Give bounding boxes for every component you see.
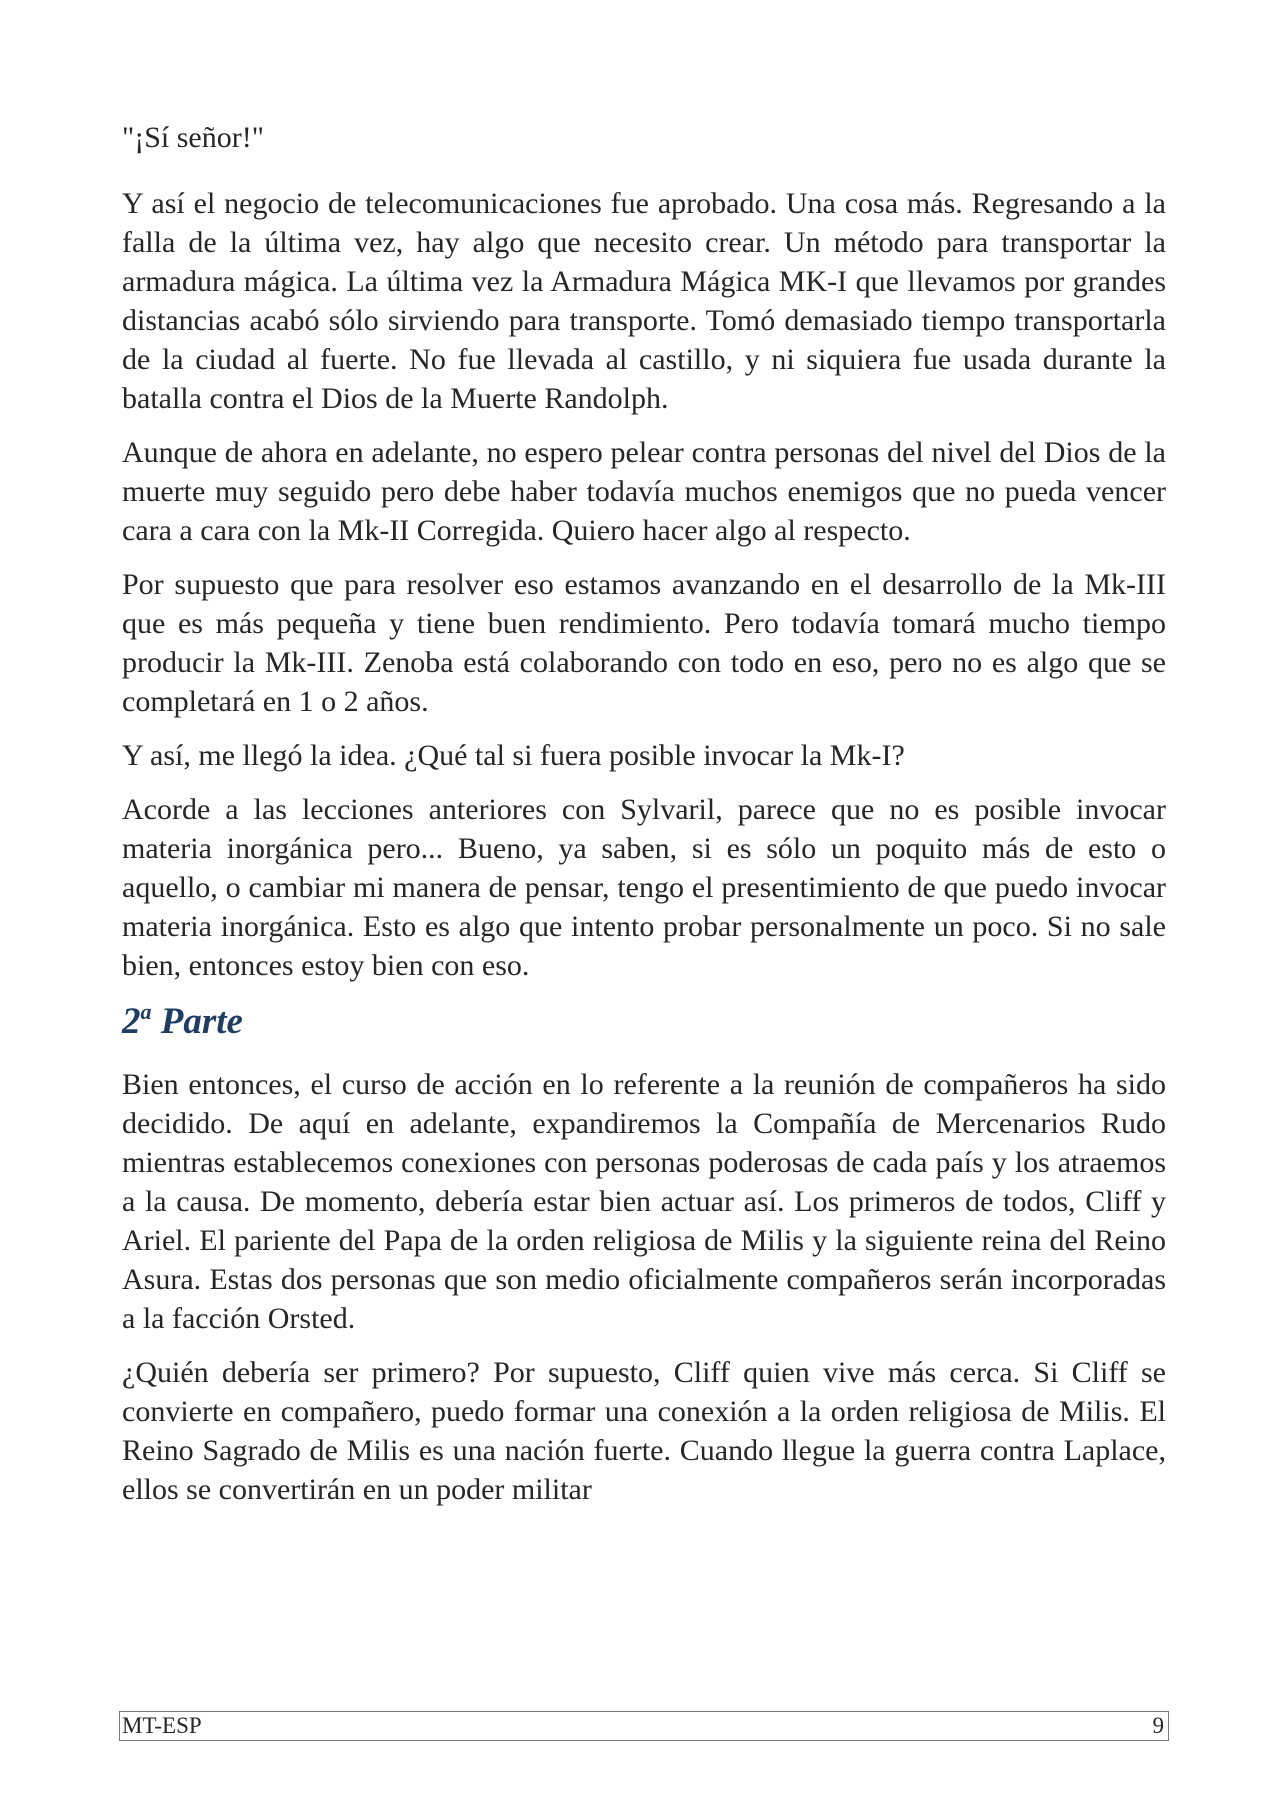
paragraph: Por supuesto que para resolver eso estamos avanzando en el desarrollo de la Mk-III que es más pequeña y tiene buen rendimiento. Pero todavía tomará mucho tiempo producir la Mk-III. Zenoba está colaborando con todo en eso, pero no es algo que se completará en 1 o 2 años.	[122, 568, 1166, 718]
paragraph: Y así el negocio de telecomunicaciones fue aprobado. Una cosa más. Regresando a la falla de la última vez, hay algo que necesito crear. Un método para transportar la armadura mágica. La última vez la Armadura Mágica MK-I que llevamos por grandes distancias acabó sólo sirviendo para transporte. Tomó demasiado tiempo transportarla de la ciudad al fuerte. No fue llevada al castillo, y ni siquiera fue usada durante la batalla contra el Dios de la Muerte Randolph.	[122, 187, 1166, 415]
paragraph: "¡Sí señor!"	[122, 121, 264, 154]
heading-superscript: a	[140, 999, 152, 1024]
page-footer	[119, 1711, 1169, 1741]
document-body	[122, 118, 1166, 1524]
page-number: 9	[1152, 1713, 1164, 1738]
paragraph: ¿Quién debería ser primero? Por supuesto, Cliff quien vive más cerca. Si Cliff se convierte en compañero, puedo formar una conexión a la orden religiosa de Milis. El Reino Sagrado de Milis es una nación fuerte. Cuando llegue la guerra contra Laplace, ellos se convertirán en un poder militar	[122, 1356, 1166, 1506]
footer-label: MT-ESP	[122, 1713, 202, 1738]
paragraph: Aunque de ahora en adelante, no espero pelear contra personas del nivel del Dios de la muerte muy seguido pero debe haber todavía muchos enemigos que no pueda vencer cara a cara con la Mk-II Corregida. Quiero hacer algo al respecto.	[122, 436, 1166, 547]
paragraph: Acorde a las lecciones anteriores con Sylvaril, parece que no es posible invocar materia inorgánica pero... Bueno, ya saben, si es sólo un poquito más de esto o aquello, o cambiar mi manera de pensar, tengo el presentimiento de que puedo invocar materia inorgánica. Esto es algo que intento probar personalmente un poco. Si no sale bien, entonces estoy bien con eso.	[122, 793, 1166, 982]
section-heading	[122, 1000, 1166, 1044]
paragraph: Y así, me llegó la idea. ¿Qué tal si fuera posible invocar la Mk-I?	[122, 739, 905, 772]
paragraph: Bien entonces, el curso de acción en lo referente a la reunión de compañeros ha sido decidido. De aquí en adelante, expandiremos la Compañía de Mercenarios Rudo mientras establecemos conexiones con personas poderosas de cada país y los atraemos a la causa. De momento, debería estar bien actuar así. Los primeros de todos, Cliff y Ariel. El pariente del Papa de la orden religiosa de Milis y la siguiente reina del Reino Asura. Estas dos personas que son medio oficialmente compañeros serán incorporadas a la facción Orsted.	[122, 1068, 1166, 1335]
heading-text: Parte	[160, 1001, 243, 1042]
heading-number: 2	[122, 1001, 141, 1042]
